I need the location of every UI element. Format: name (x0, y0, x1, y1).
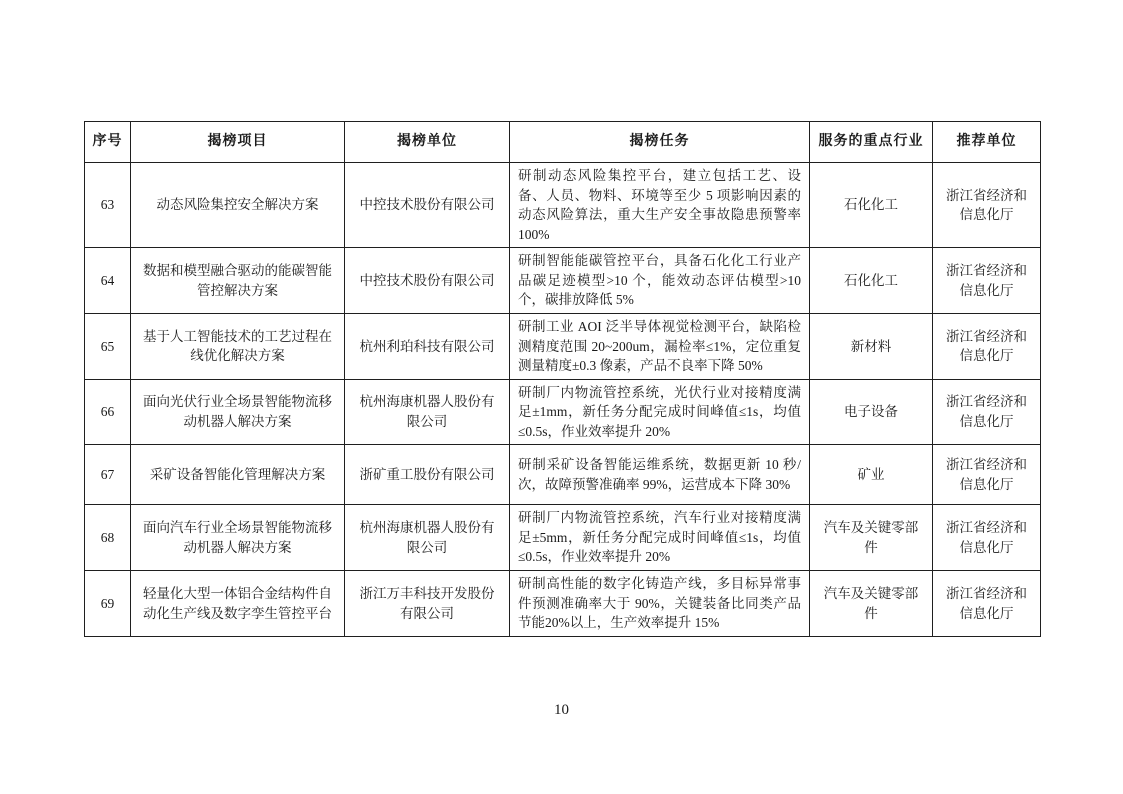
industry: 矿业 (810, 445, 933, 505)
row-number: 64 (85, 248, 131, 314)
project-list-table (84, 121, 1041, 637)
row-number: 69 (85, 571, 131, 637)
task-description: 研制高性能的数字化铸造产线，多目标异常事件预测准确率大于 90%，关键装备比同类产品节能20%以上，生产效率提升 15% (510, 571, 810, 637)
industry: 汽车及关键零部件 (810, 505, 933, 571)
recommender: 浙江省经济和信息化厅 (933, 379, 1041, 445)
project-name: 基于人工智能技术的工艺过程在线优化解决方案 (131, 313, 345, 379)
table-row (85, 248, 1041, 314)
col-header-industry: 服务的重点行业 (810, 122, 933, 163)
project-name: 动态风险集控安全解决方案 (131, 163, 345, 248)
task-description: 研制采矿设备智能运维系统，数据更新 10 秒/次，故障预警准确率 99%，运营成本下降 30% (510, 445, 810, 505)
row-number: 65 (85, 313, 131, 379)
unit-name: 杭州海康机器人股份有限公司 (345, 505, 510, 571)
unit-name: 杭州利珀科技有限公司 (345, 313, 510, 379)
recommender: 浙江省经济和信息化厅 (933, 313, 1041, 379)
table-row (85, 313, 1041, 379)
project-name: 面向汽车行业全场景智能物流移动机器人解决方案 (131, 505, 345, 571)
recommender: 浙江省经济和信息化厅 (933, 505, 1041, 571)
recommender: 浙江省经济和信息化厅 (933, 571, 1041, 637)
industry: 汽车及关键零部件 (810, 571, 933, 637)
unit-name: 浙江万丰科技开发股份有限公司 (345, 571, 510, 637)
project-name: 轻量化大型一体铝合金结构件自动化生产线及数字孪生管控平台 (131, 571, 345, 637)
recommender: 浙江省经济和信息化厅 (933, 248, 1041, 314)
table-row (85, 445, 1041, 505)
table-row (85, 505, 1041, 571)
row-number: 68 (85, 505, 131, 571)
industry: 石化化工 (810, 248, 933, 314)
unit-name: 中控技术股份有限公司 (345, 163, 510, 248)
col-header-recommender: 推荐单位 (933, 122, 1041, 163)
table-row (85, 163, 1041, 248)
unit-name: 浙矿重工股份有限公司 (345, 445, 510, 505)
recommender: 浙江省经济和信息化厅 (933, 445, 1041, 505)
task-description: 研制动态风险集控平台，建立包括工艺、设备、人员、物料、环境等至少 5 项影响因素的动态风险算法，重大生产安全事故隐患预警率 100% (510, 163, 810, 248)
table-row (85, 379, 1041, 445)
page-number: 10 (554, 702, 569, 718)
header-row (85, 122, 1041, 163)
col-header-unit: 揭榜单位 (345, 122, 510, 163)
unit-name: 中控技术股份有限公司 (345, 248, 510, 314)
project-name: 数据和模型融合驱动的能碳智能管控解决方案 (131, 248, 345, 314)
project-name: 面向光伏行业全场景智能物流移动机器人解决方案 (131, 379, 345, 445)
col-header-task: 揭榜任务 (510, 122, 810, 163)
task-description: 研制工业 AOI 泛半导体视觉检测平台，缺陷检测精度范围 20~200um，漏检率≤1%，定位重复测量精度±0.3 像素，产品不良率下降 50% (510, 313, 810, 379)
col-header-number: 序号 (85, 122, 131, 163)
industry: 新材料 (810, 313, 933, 379)
industry: 石化化工 (810, 163, 933, 248)
industry: 电子设备 (810, 379, 933, 445)
task-description: 研制智能能碳管控平台，具备石化化工行业产品碳足迹模型>10 个，能效动态评估模型>10 个，碳排放降低 5% (510, 248, 810, 314)
row-number: 67 (85, 445, 131, 505)
recommender: 浙江省经济和信息化厅 (933, 163, 1041, 248)
table-row (85, 571, 1041, 637)
row-number: 63 (85, 163, 131, 248)
task-description: 研制厂内物流管控系统，汽车行业对接精度满足±5mm，新任务分配完成时间峰值≤1s，均值≤0.5s，作业效率提升 20% (510, 505, 810, 571)
table-header (85, 122, 1041, 163)
table-body (85, 163, 1041, 637)
row-number: 66 (85, 379, 131, 445)
unit-name: 杭州海康机器人股份有限公司 (345, 379, 510, 445)
col-header-project: 揭榜项目 (131, 122, 345, 163)
project-name: 采矿设备智能化管理解决方案 (131, 445, 345, 505)
task-description: 研制厂内物流管控系统，光伏行业对接精度满足±1mm，新任务分配完成时间峰值≤1s，均值≤0.5s，作业效率提升 20% (510, 379, 810, 445)
